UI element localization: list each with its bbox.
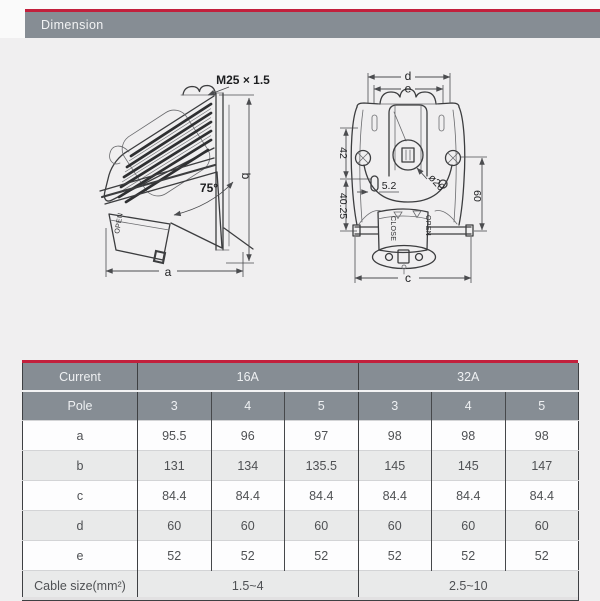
value-cell: 52: [211, 541, 285, 571]
center-slot-inner: [395, 105, 421, 170]
ring-open-label: OPEN: [424, 215, 431, 237]
dim-label-52: 5.2: [381, 180, 397, 192]
lid-clip: [110, 146, 129, 164]
value-cell: 98: [505, 421, 579, 451]
table-row-e: [23, 541, 579, 571]
value-cell: 52: [138, 541, 212, 571]
front-view-drawing: [337, 69, 487, 285]
left-ear-slot: [372, 115, 377, 131]
value-cell: 84.4: [432, 481, 506, 511]
pole-header: Pole: [23, 391, 138, 421]
dimension-table-section: [22, 360, 578, 601]
pole-cell: 5: [505, 391, 579, 421]
table-row-current: [23, 363, 579, 391]
row-label: c: [23, 481, 138, 511]
table-row-c: [23, 481, 579, 511]
table-row-a: [23, 421, 579, 451]
row-label: e: [23, 541, 138, 571]
value-cell: 145: [432, 451, 506, 481]
mount-angle-label: 75°: [199, 181, 219, 195]
value-cell: 131: [138, 451, 212, 481]
value-cell: 52: [358, 541, 432, 571]
current-16a: 16A: [138, 363, 359, 391]
cable-size-label: Cable size(mm²): [23, 571, 138, 601]
value-cell: 147: [505, 451, 579, 481]
value-cell: 60: [358, 511, 432, 541]
pole-cell: 3: [138, 391, 212, 421]
dim-label-dia20: ø20: [425, 171, 447, 194]
dim-label-42: 42: [337, 147, 349, 159]
section-header-bar: [25, 12, 600, 38]
keyhole-circle: [393, 140, 423, 170]
current-32a: 32A: [358, 363, 579, 391]
dimension-table: [22, 363, 579, 601]
body-lower-edge: [171, 223, 222, 248]
collar-latch: [154, 251, 165, 263]
gland-leader: [208, 87, 229, 95]
body-band-top: [100, 158, 214, 191]
section-title: Dimension: [41, 18, 104, 32]
gland-thread-label: M25 × 1.5: [216, 73, 270, 87]
pole-cell: 4: [432, 391, 506, 421]
flange-lines: [355, 227, 471, 234]
dimension-drawings: [0, 45, 600, 345]
cable-size-32a: 2.5~10: [358, 571, 579, 601]
side-view-drawing: [100, 73, 270, 279]
value-cell: 60: [505, 511, 579, 541]
table-row-b: [23, 451, 579, 481]
body-left-edge: [351, 107, 357, 225]
key-window-bars: [406, 150, 410, 160]
value-cell: 98: [432, 421, 506, 451]
front-ring-band: [378, 216, 428, 219]
dim-label-d: d: [404, 69, 412, 83]
dim-label-60: 60: [471, 190, 483, 202]
value-cell: 98: [358, 421, 432, 451]
value-cell: 84.4: [211, 481, 285, 511]
value-cell: 60: [432, 511, 506, 541]
value-cell: 52: [505, 541, 579, 571]
value-cell: 60: [285, 511, 359, 541]
dia20-leader: [417, 168, 427, 179]
page-left-margin: [0, 9, 25, 38]
value-cell: 84.4: [358, 481, 432, 511]
slot-diagonal: [394, 112, 406, 141]
key-window: [402, 148, 414, 162]
value-cell: 84.4: [505, 481, 579, 511]
body-right-edge: [459, 107, 465, 225]
table-row-cable-size: [23, 571, 579, 601]
table-row-pole: [23, 391, 579, 421]
value-cell: 52: [285, 541, 359, 571]
pole-cell: 3: [358, 391, 432, 421]
value-cell: 97: [285, 421, 359, 451]
pole-cell: 5: [285, 391, 359, 421]
dim-label-b: b: [239, 172, 253, 180]
table-row-d: [23, 511, 579, 541]
value-cell: 60: [211, 511, 285, 541]
value-cell: 52: [432, 541, 506, 571]
value-cell: 134: [211, 451, 285, 481]
page-top-margin: [0, 0, 600, 9]
row-label: a: [23, 421, 138, 451]
dim-label-c: c: [405, 271, 411, 285]
bowl-side-arcs: [359, 211, 457, 224]
cable-size-16a: 1.5~4: [138, 571, 359, 601]
dim-label-e: e: [404, 81, 412, 96]
row-label: d: [23, 511, 138, 541]
row-label: b: [23, 451, 138, 481]
value-cell: 60: [138, 511, 212, 541]
value-cell: 145: [358, 451, 432, 481]
dim-label-4025: 40.25: [337, 192, 349, 220]
side-ring-open-label: OPEN: [114, 212, 125, 235]
right-ear-slot: [439, 115, 444, 131]
value-cell: 84.4: [285, 481, 359, 511]
value-cell: 95.5: [138, 421, 212, 451]
current-header: Current: [23, 363, 138, 391]
pin-hole-left: [386, 254, 393, 261]
ring-close-label: CLOSE: [389, 216, 396, 242]
value-cell: 84.4: [138, 481, 212, 511]
dim-label-a: a: [164, 265, 172, 279]
value-cell: 96: [211, 421, 285, 451]
value-cell: 135.5: [285, 451, 359, 481]
pole-cell: 4: [211, 391, 285, 421]
body-band-rim: [102, 165, 215, 197]
pin-hole-right: [416, 254, 423, 261]
